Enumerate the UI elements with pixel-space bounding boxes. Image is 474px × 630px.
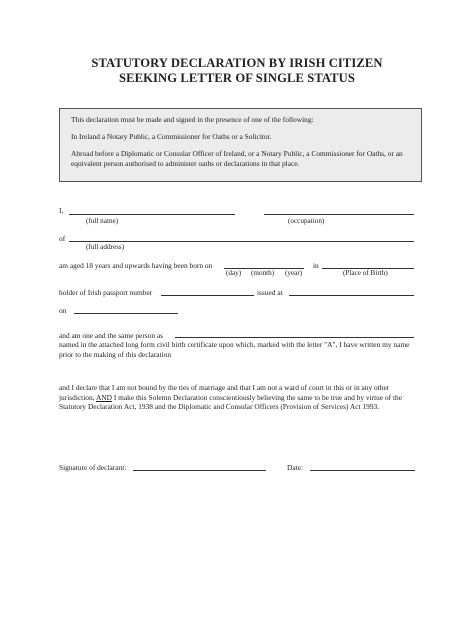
notice-intro: This declaration must be made and signed in the presence of one of the following: (71, 115, 314, 124)
full-address-hint: (full address) (86, 243, 125, 251)
document-title-line-2: SEEKING LETTER OF SINGLE STATUS (119, 71, 355, 85)
declaration-and: AND (95, 392, 112, 402)
place-of-birth-hint: (Place of Birth) (343, 269, 388, 277)
certificate-text: named in the attached long form civil birth certificate upon which, marked with the letter "A", I have written my name prior to the making of this declaration (59, 340, 410, 359)
occupation-field[interactable] (264, 214, 414, 215)
full-address-field[interactable] (69, 241, 414, 242)
passport-number-field[interactable] (161, 295, 254, 296)
declaration-part-2: I make this Solemn Declaration conscientiously believing the same to be true and by virtue of the Statutory Declaration Act, 1938 and the Diplomatic and Consular Officers (Provision of Services) Act 1993. (59, 392, 402, 411)
witness-notice-box (59, 108, 422, 182)
declaration-paragraph (59, 383, 419, 412)
issued-at-label: issued at (257, 288, 283, 297)
i-label: I, (59, 206, 64, 215)
month-hint: (month) (251, 269, 275, 277)
passport-label: holder of Irish passport number (59, 288, 153, 297)
document-title-line-1: STATUTORY DECLARATION BY IRISH CITIZEN (91, 56, 383, 70)
in-label: in (313, 261, 319, 270)
notice-ireland: In Ireland a Notary Public, a Commissioner for Oaths or a Solicitor. (71, 132, 272, 142)
date-field[interactable] (310, 470, 415, 471)
issued-at-field[interactable] (289, 295, 414, 296)
birth-cert-name-field[interactable] (175, 337, 414, 338)
of-label: of (59, 234, 66, 243)
on-label: on (59, 306, 67, 315)
year-hint: (year) (285, 269, 303, 277)
certificate-paragraph (59, 340, 419, 359)
same-person-text: and am one and the same person as (59, 331, 164, 340)
full-name-field[interactable] (69, 214, 235, 215)
issue-date-field[interactable] (74, 313, 178, 314)
notice-abroad: Abroad before a Diplomatic or Consular Officer of Ireland, or a Notary Public, a Commissioner for Oaths, or an equivalent person authorised to administer oaths or declarations in that place. (71, 149, 403, 168)
date-label: Date: (287, 463, 304, 472)
declaration-part-1: and I declare that I am not bound by the ties of marriage and that I am not a ward of court in this or in any other jurisdiction, (59, 383, 390, 402)
occupation-hint: (occupation) (288, 217, 325, 225)
aged-text: am aged 18 years and upwards having been born on (59, 261, 213, 270)
day-hint: (day) (226, 269, 242, 277)
full-name-hint: (full name) (86, 217, 119, 225)
signature-label: Signature of declarant: (59, 463, 127, 472)
declaration-text (59, 383, 419, 412)
signature-field[interactable] (133, 470, 266, 471)
